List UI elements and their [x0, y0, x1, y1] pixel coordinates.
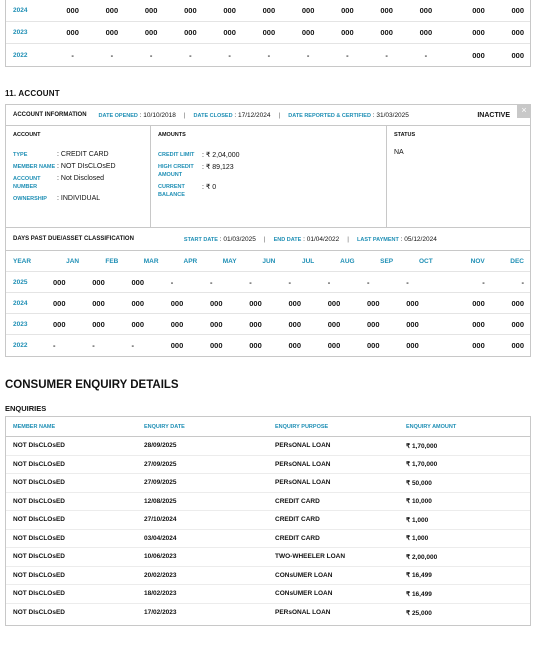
account-details-grid	[6, 126, 530, 228]
member-value: : NOT DIsCLOsED	[57, 163, 116, 170]
month-cell: 000	[223, 6, 236, 15]
enquiry-cell: 17/02/2023	[144, 609, 177, 617]
month-cell: 000	[406, 340, 419, 350]
month-cell: 000	[288, 340, 302, 350]
month-cell: 000	[419, 28, 433, 37]
month-cell: 000	[367, 319, 380, 329]
enquiry-cell: ₹ 16,499	[406, 590, 432, 598]
month-cell: 000	[184, 6, 197, 15]
enquiry-title: CONSUMER ENQUIRY DETAILS	[5, 379, 179, 391]
table-row	[6, 456, 530, 475]
month-cell: 000	[472, 298, 485, 308]
enquiry-cell: ₹ 25,000	[406, 609, 432, 617]
enquiry-cell: ₹ 10,000	[406, 498, 432, 506]
month-cell: 000	[380, 28, 393, 37]
month-cell: 000	[144, 28, 158, 37]
year-cell: 2022	[13, 341, 28, 349]
acct-no-label: ACCOUNT NUMBER	[13, 176, 41, 190]
month-cell: 000	[53, 298, 66, 308]
month-cell: 000	[249, 298, 262, 308]
month-cell: -	[249, 277, 252, 287]
month-cell: 000	[327, 319, 341, 329]
month-cell: 000	[210, 298, 223, 308]
member-label: MEMBER NAME	[13, 164, 56, 170]
account-card	[5, 104, 531, 357]
enquiry-cell: 03/04/2024	[144, 534, 177, 542]
amounts-col-heading: AMOUNTS	[158, 132, 186, 138]
enquiry-cell: CONsUMER LOAN	[275, 590, 333, 598]
month-cell: 000	[406, 298, 419, 308]
end-date: END DATE : 01/04/2022	[273, 235, 340, 243]
enquiry-cell: 27/09/2025	[144, 460, 177, 468]
enquiry-col-header: ENQUIRY DATE	[144, 423, 185, 430]
current-balance-label: CURRENT BALANCE	[158, 184, 185, 198]
month-cell: 000	[419, 6, 433, 15]
enquiry-cell: CONsUMER LOAN	[275, 571, 333, 579]
month-cell: -	[482, 277, 485, 287]
month-cell: 000	[472, 340, 485, 350]
enquiry-col-header: ENQUIRY PURPOSE	[275, 423, 329, 430]
enquiry-cell: TWO-WHEELER LOAN	[275, 553, 346, 561]
enquiry-cell: NOT DIsCLOsED	[13, 534, 66, 542]
enquiry-cell: 27/09/2025	[144, 479, 177, 487]
enquiry-cell: NOT DIsCLOsED	[13, 571, 66, 579]
start-date: START DATE : 01/03/2025	[183, 235, 256, 243]
table-row	[6, 334, 530, 355]
month-cell: 000	[131, 298, 145, 308]
table-row	[6, 585, 530, 604]
enquiry-header-row	[6, 417, 530, 437]
month-cell: 000	[92, 319, 105, 329]
ownership-value: : INDIVIDUAL	[57, 195, 101, 202]
month-cell: -	[327, 277, 331, 287]
enquiry-cell: CREDIT CARD	[275, 534, 320, 542]
month-cell: 000	[380, 6, 393, 15]
month-cell: 000	[66, 6, 79, 15]
table-row	[6, 493, 530, 512]
enquiry-cell: ₹ 50,000	[406, 479, 432, 487]
enquiry-cell: NOT DIsCLOsED	[13, 590, 66, 598]
credit-limit-label: CREDIT LIMIT	[158, 152, 195, 158]
month-cell: -	[71, 50, 74, 60]
dpd-bar: DAYS PAST DUE/ASSET CLASSIFICATION START DATE : 01/03/2025 | END DATE : 01/04/2022 | LAST PAYMENT : 05/12/2024	[6, 228, 530, 251]
enquiry-subtitle: ENQUIRIES	[5, 404, 47, 413]
month-header-sep: SEP	[380, 257, 394, 265]
month-cell: 000	[301, 28, 315, 37]
table-row	[6, 604, 530, 623]
status-column	[387, 126, 530, 227]
month-header-jan: JAN	[66, 257, 80, 265]
table-row	[6, 271, 530, 292]
enquiry-cell: 12/08/2025	[144, 497, 177, 505]
month-cell: 000	[327, 298, 341, 308]
high-credit-value: : ₹ 89,123	[202, 164, 234, 171]
month-cell: 000	[511, 50, 524, 60]
month-cell: -	[367, 277, 370, 287]
month-cell: 000	[53, 277, 66, 287]
ownership-label: OWNERSHIP	[13, 196, 47, 202]
amounts-column	[151, 126, 387, 227]
enquiry-cell: 28/09/2025	[144, 442, 177, 450]
table-row	[6, 511, 530, 530]
month-cell: 000	[406, 319, 419, 329]
date-closed: DATE CLOSED : 17/12/2024	[193, 111, 271, 119]
current-balance-value: : ₹ 0	[202, 184, 217, 191]
status-value: NA	[394, 149, 404, 156]
month-cell: 000	[511, 6, 524, 15]
month-cell: -	[131, 340, 134, 350]
month-cell: -	[306, 50, 310, 60]
status-badge: INACTIVE	[477, 111, 510, 119]
enquiry-cell: 20/02/2023	[144, 571, 177, 579]
enquiry-cell: ₹ 1,000	[406, 516, 429, 524]
month-header-apr: APR	[183, 257, 198, 265]
enquiry-cell: PERsONAL LOAN	[275, 460, 331, 468]
month-cell: -	[170, 277, 174, 287]
type-label: TYPE	[13, 152, 28, 158]
enquiry-cell: NOT DIsCLOsED	[13, 497, 66, 505]
month-cell: 000	[511, 298, 524, 308]
month-cell: 000	[511, 340, 524, 350]
account-info-label: ACCOUNT INFORMATION	[13, 112, 87, 118]
year-cell: 2024	[13, 299, 28, 307]
enquiry-cell: ₹ 1,70,000	[406, 442, 438, 450]
month-cell: 000	[105, 28, 119, 37]
month-cell: 000	[131, 319, 145, 329]
month-cell: -	[210, 277, 213, 287]
month-cell: 000	[66, 28, 79, 37]
month-cell: -	[228, 50, 231, 60]
month-cell: 000	[184, 28, 197, 37]
enquiry-cell: NOT DIsCLOsED	[13, 442, 66, 450]
month-cell: 000	[223, 28, 236, 37]
month-cell: -	[406, 277, 409, 287]
month-header-mar: MAR	[143, 257, 159, 265]
year-cell: 2024	[13, 7, 28, 14]
month-header-jun: JUN	[262, 257, 276, 265]
month-cell: 000	[472, 50, 485, 60]
table-row	[6, 44, 530, 66]
month-cell: 000	[511, 319, 524, 329]
enquiry-cell: 10/06/2023	[144, 553, 177, 561]
table-row	[6, 474, 530, 493]
payment-history-table-prev	[5, 0, 531, 67]
month-cell: 000	[288, 298, 302, 308]
month-cell: 000	[92, 277, 105, 287]
month-cell: 000	[301, 6, 315, 15]
enquiry-cell: PERsONAL LOAN	[275, 442, 331, 450]
month-cell: 000	[170, 340, 184, 350]
enquiry-cell: NOT DIsCLOsED	[13, 479, 66, 487]
table-row	[6, 0, 530, 22]
month-cell: 000	[249, 340, 262, 350]
month-cell: -	[92, 340, 95, 350]
enquiry-cell: NOT DIsCLOsED	[13, 553, 66, 561]
month-cell: 000	[472, 319, 485, 329]
month-header-oct: OCT	[419, 257, 433, 265]
month-cell: 000	[367, 340, 380, 350]
enquiry-cell: ₹ 16,499	[406, 572, 432, 580]
month-cell: -	[53, 340, 56, 350]
month-header-aug: AUG	[340, 257, 355, 265]
enquiry-cell: ₹ 1,70,000	[406, 461, 438, 469]
date-opened: DATE OPENED : 10/10/2018	[98, 111, 176, 119]
table-row	[6, 437, 530, 456]
month-cell: -	[346, 50, 349, 60]
table-row	[6, 530, 530, 549]
section-title-account: 11. ACCOUNT	[5, 89, 60, 98]
month-header-year: YEAR	[13, 257, 32, 265]
month-cell: -	[267, 50, 271, 60]
account-column	[6, 126, 151, 227]
table-row	[6, 548, 530, 567]
month-cell: 000	[210, 340, 223, 350]
acct-no-value: : Not Disclosed	[57, 175, 105, 182]
month-cell: 000	[144, 6, 158, 15]
month-cell: 000	[341, 28, 354, 37]
month-cell: -	[189, 50, 192, 60]
enquiry-cell: NOT DIsCLOsED	[13, 460, 66, 468]
month-cell: 000	[472, 28, 485, 37]
months-header	[6, 251, 530, 271]
month-cell: 000	[131, 277, 145, 287]
enquiry-table	[5, 416, 531, 626]
month-cell: 000	[170, 298, 184, 308]
month-cell: 000	[210, 319, 223, 329]
table-row	[6, 567, 530, 586]
account-col-heading: ACCOUNT	[13, 132, 41, 138]
month-cell: 000	[262, 6, 276, 15]
table-row	[6, 313, 530, 334]
month-cell: -	[424, 50, 428, 60]
date-reported: DATE REPORTED & CERTIFIED : 31/03/2025	[288, 111, 409, 119]
month-cell: -	[521, 277, 524, 287]
type-value: : CREDIT CARD	[57, 151, 109, 158]
enquiry-cell: ₹ 1,000	[406, 535, 429, 543]
enquiry-cell: NOT DIsCLOsED	[13, 609, 66, 617]
enquiry-cell: CREDIT CARD	[275, 497, 320, 505]
year-cell: 2023	[13, 320, 28, 328]
month-cell: -	[149, 50, 153, 60]
year-cell: 2022	[13, 51, 28, 59]
account-info-bar: ACCOUNT INFORMATION DATE OPENED : 10/10/2018 | DATE CLOSED : 17/12/2024 | DATE REPORTED & CERTIFIED : 31/03/2025 INACTIVE	[6, 105, 530, 126]
month-cell: 000	[262, 28, 276, 37]
enquiry-cell: PERsONAL LOAN	[275, 609, 331, 617]
enquiry-col-header: MEMBER NAME	[13, 423, 56, 430]
enquiry-cell: CREDIT CARD	[275, 516, 320, 524]
enquiry-cell: 18/02/2023	[144, 590, 177, 598]
month-header-jul: JUL	[301, 257, 315, 265]
month-cell: 000	[249, 319, 262, 329]
month-cell: 000	[53, 319, 66, 329]
enquiry-cell: PERsONAL LOAN	[275, 479, 331, 487]
status-col-heading: STATUS	[394, 132, 416, 138]
month-cell: 000	[288, 319, 302, 329]
month-cell: 000	[327, 340, 341, 350]
month-header-feb: FEB	[105, 257, 119, 265]
month-cell: -	[110, 50, 114, 60]
month-header-may: MAY	[222, 257, 237, 265]
month-cell: 000	[367, 298, 380, 308]
year-cell: 2023	[13, 29, 28, 36]
table-row	[6, 22, 530, 44]
month-cell: 000	[92, 298, 105, 308]
enquiry-cell: 27/10/2024	[144, 516, 177, 524]
month-cell: 000	[511, 28, 524, 37]
high-credit-label: HIGH CREDIT AMOUNT	[158, 164, 194, 178]
year-cell: 2025	[13, 278, 28, 286]
month-header-nov: NOV	[470, 257, 485, 265]
month-header-dec: DEC	[510, 257, 524, 265]
last-payment: LAST PAYMENT : 05/12/2024	[356, 235, 437, 243]
month-cell: 000	[341, 6, 354, 15]
dpd-label: DAYS PAST DUE/ASSET CLASSIFICATION	[13, 236, 134, 242]
table-row	[6, 292, 530, 313]
enquiry-cell: NOT DIsCLOsED	[13, 516, 66, 524]
close-icon[interactable]: ×	[517, 104, 531, 118]
month-cell: -	[385, 50, 388, 60]
enquiry-cell: ₹ 2,00,000	[406, 553, 438, 561]
month-cell: 000	[472, 6, 485, 15]
month-cell: 000	[170, 319, 184, 329]
credit-limit-value: : ₹ 2,04,000	[202, 152, 240, 159]
enquiry-col-header: ENQUIRY AMOUNT	[406, 423, 457, 430]
month-cell: 000	[105, 6, 119, 15]
month-cell: -	[288, 277, 291, 287]
